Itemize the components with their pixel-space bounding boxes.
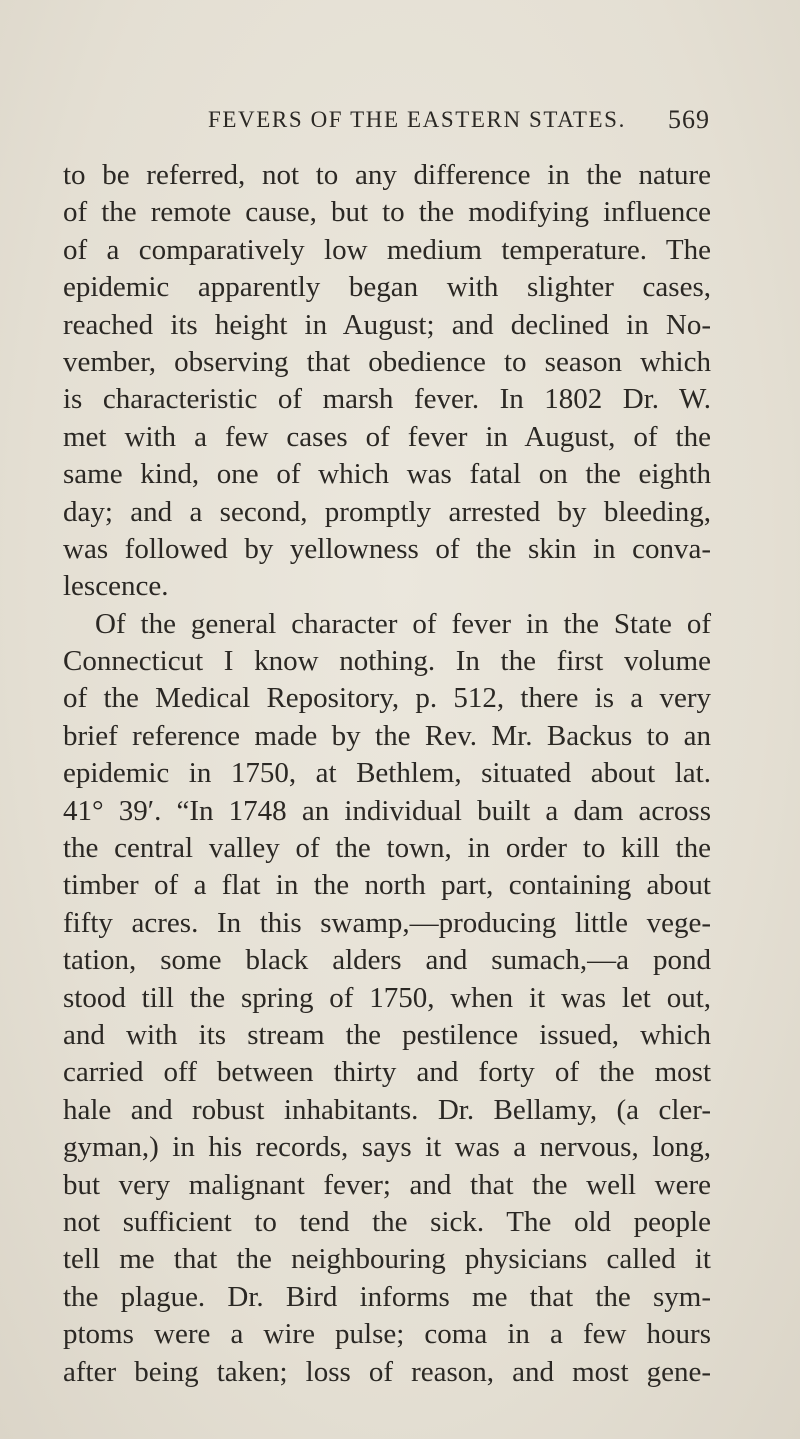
text-line: met with a few cases of fever in August, of the: [63, 420, 711, 453]
text-line: epidemic in 1750, at Bethlem, situated about lat.: [63, 757, 711, 790]
text-line: after being taken; loss of reason, and most gene-: [63, 1355, 711, 1388]
text-line: lescence.: [63, 570, 169, 603]
text-line: of the Medical Repository, p. 512, there is a very: [63, 682, 711, 715]
text-line: and with its stream the pestilence issued, which: [63, 1018, 711, 1051]
text-line: not sufficient to tend the sick. The old people: [63, 1205, 711, 1238]
text-line: gyman,) in his records, says it was a nervous, long,: [63, 1131, 711, 1164]
text-line: same kind, one of which was fatal on the eighth: [63, 458, 711, 491]
text-line: epidemic apparently began with slighter cases,: [63, 271, 711, 304]
text-line: of the remote cause, but to the modifying influence: [63, 196, 711, 229]
paragraph-first-line: Of the general character of fever in the State of: [95, 607, 711, 640]
page-header: [208, 107, 710, 139]
text-line: ptoms were a wire pulse; coma in a few hours: [63, 1318, 711, 1351]
running-head: FEVERS OF THE EASTERN STATES.: [208, 107, 626, 132]
text-line: but very malignant fever; and that the well were: [63, 1168, 711, 1201]
text-line: hale and robust inhabitants. Dr. Bellamy, (a cler-: [63, 1093, 711, 1126]
text-line: tation, some black alders and sumach,—a pond: [63, 944, 711, 977]
text-line: reached its height in August; and declined in No-: [63, 308, 711, 341]
text-line: the plague. Dr. Bird informs me that the sym-: [63, 1280, 711, 1313]
text-line: fifty acres. In this swamp,—producing little vege-: [63, 906, 711, 939]
text-line: is characteristic of marsh fever. In 1802 Dr. W.: [63, 383, 711, 416]
text-line: brief reference made by the Rev. Mr. Backus to an: [63, 719, 711, 752]
text-line: carried off between thirty and forty of the most: [63, 1056, 711, 1089]
text-line: the central valley of the town, in order to kill the: [63, 832, 711, 865]
text-line: to be referred, not to any difference in the nature: [63, 159, 711, 191]
text-line: vember, observing that obedience to season which: [63, 345, 711, 378]
text-line: of a comparatively low medium temperature. The: [63, 233, 711, 266]
text-line: was followed by yellowness of the skin in conva-: [63, 532, 711, 565]
text-line: Connecticut I know nothing. In the first volume: [63, 645, 711, 678]
text-line: stood till the spring of 1750, when it was let out,: [63, 981, 711, 1014]
text-line: day; and a second, promptly arrested by bleeding,: [63, 495, 711, 528]
text-line: timber of a flat in the north part, containing about: [63, 869, 711, 902]
text-line: tell me that the neighbouring physicians called it: [63, 1243, 711, 1276]
body-text: [63, 157, 711, 1391]
page-number: 569: [668, 105, 710, 134]
text-line: 41° 39′. “In 1748 an individual built a dam across: [63, 794, 711, 827]
